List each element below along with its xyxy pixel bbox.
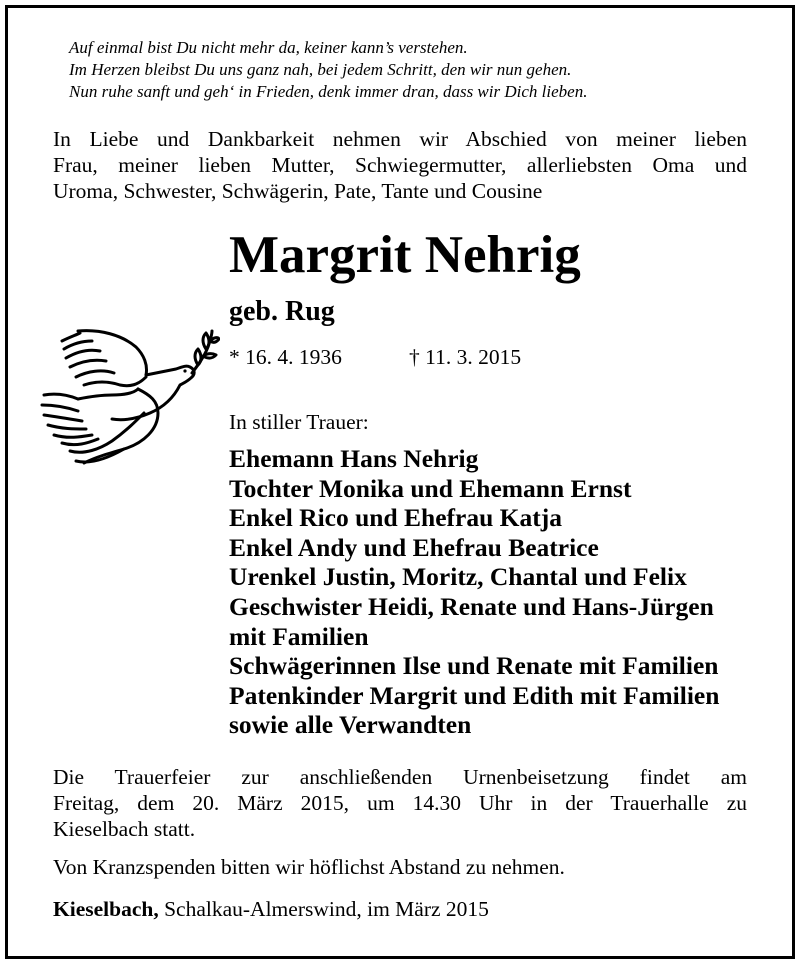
dove-icon — [40, 325, 220, 470]
mourner-line: Urenkel Justin, Moritz, Chantal und Felix — [229, 562, 687, 592]
mourners-list — [229, 444, 719, 740]
poem-line: Auf einmal bist Du nicht mehr da, keiner kann’s verstehen. — [69, 38, 468, 57]
service-line: Die Trauerfeier zur anschließenden Urnenbeisetzung findet am — [53, 765, 747, 789]
poem-line: Nun ruhe sanft und geh‘ in Frieden, denk immer dran, dass wir Dich lieben. — [69, 82, 588, 101]
maiden-name: geb. Rug — [229, 296, 335, 327]
service-text — [53, 764, 747, 842]
mourner-line: Tochter Monika und Ehemann Ernst — [229, 473, 632, 503]
mourner-line: Geschwister Heidi, Renate und Hans-Jürgen — [229, 591, 714, 621]
mourners-label: In stiller Trauer: — [229, 410, 369, 434]
death-date: † 11. 3. 2015 — [409, 345, 522, 369]
mourner-line: Patenkinder Margrit und Edith mit Familien — [229, 680, 720, 710]
mourner-line: Schwägerinnen Ilse und Renate mit Familien — [229, 651, 719, 681]
place-town: Kieselbach, — [53, 897, 159, 921]
service-line: Freitag, dem 20. März 2015, um 14.30 Uhr in der Trauerhalle zu — [53, 791, 747, 815]
flowers-note: Von Kranzspenden bitten wir höflichst Abstand zu nehmen. — [53, 855, 565, 879]
mourner-line: sowie alle Verwandten — [229, 710, 472, 740]
poem-line: Im Herzen bleibst Du uns ganz nah, bei jedem Schritt, den wir nun gehen. — [69, 60, 572, 79]
intro-line: Uroma, Schwester, Schwägerin, Pate, Tante und Cousine — [53, 179, 543, 203]
mourner-line: mit Familien — [229, 621, 369, 651]
birth-date: * 16. 4. 1936 — [229, 345, 342, 369]
mourner-line: Enkel Andy und Ehefrau Beatrice — [229, 532, 599, 562]
intro-text — [53, 126, 747, 204]
deceased-name: Margrit Nehrig — [229, 226, 581, 284]
service-line: Kieselbach statt. — [53, 817, 196, 841]
place-rest: Schalkau-Almerswind, im März 2015 — [158, 897, 489, 921]
intro-line: In Liebe und Dankbarkeit nehmen wir Abschied von meiner lieben — [53, 127, 747, 151]
place-date — [53, 896, 489, 922]
mourner-line: Enkel Rico und Ehefrau Katja — [229, 503, 562, 533]
mourner-line: Ehemann Hans Nehrig — [229, 444, 479, 473]
intro-line: Frau, meiner lieben Mutter, Schwiegermutter, allerliebsten Oma und — [53, 153, 747, 177]
poem — [69, 37, 587, 103]
